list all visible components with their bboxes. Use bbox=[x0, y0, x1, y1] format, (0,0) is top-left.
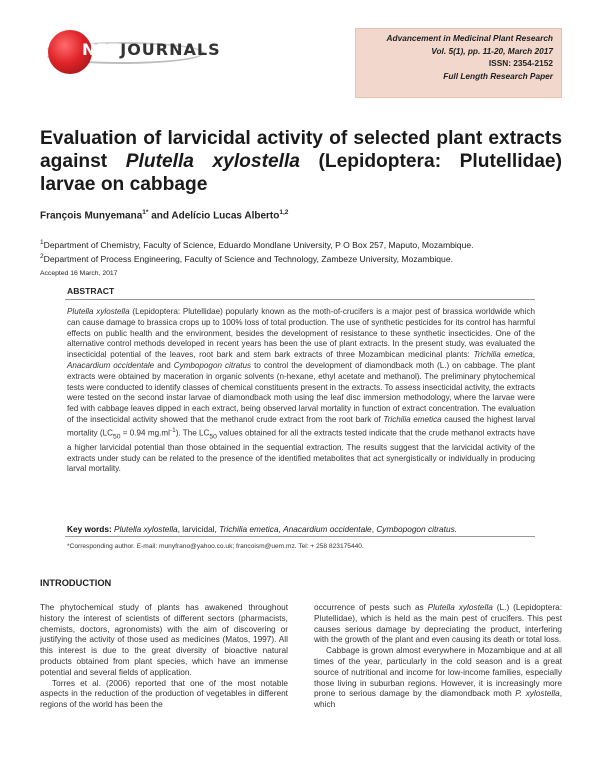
logo-text-net: NET bbox=[82, 40, 121, 59]
abstract-species-trichilia-2: Trichilia emetica bbox=[383, 414, 442, 424]
intro-column-2 bbox=[314, 602, 562, 710]
title-species: Plutella xylostella bbox=[125, 151, 300, 172]
keyword-sep-2: , bbox=[371, 524, 377, 534]
keyword-1: Plutella xylostella bbox=[114, 524, 178, 534]
intro-p4-species: P. xylostella bbox=[515, 688, 560, 699]
publisher-logo bbox=[40, 26, 221, 76]
intro-paragraph-3 bbox=[314, 602, 562, 645]
intro-p3-text-a: occurrence of pests such as bbox=[314, 602, 428, 612]
abstract-heading: ABSTRACT bbox=[67, 286, 115, 296]
abstract-body bbox=[67, 307, 535, 475]
abstract-text-5: ). The LC bbox=[175, 428, 210, 438]
journal-info-box bbox=[355, 28, 562, 98]
abstract-text-3: caused the highest larval mortality (LC bbox=[67, 414, 535, 438]
title-part1: Evaluation of larvicidal activity of selected plant extracts against bbox=[40, 128, 562, 172]
affiliations bbox=[40, 237, 474, 265]
keyword-7: Cymbopogon citratus. bbox=[376, 524, 458, 534]
affiliation-2-text: Department of Process Engineering, Faculty of Science and Technology, Zambeze University, Mozambique. bbox=[43, 253, 453, 264]
intro-paragraph-2: Torres et al. (2006) reported that one of the most notable aspects in the reduction of the production of vegetables in different regions of the world has been the bbox=[40, 677, 288, 710]
keywords bbox=[67, 524, 537, 534]
abstract-species-1: Plutella xylostella bbox=[67, 307, 130, 316]
abstract-species-trichilia: Trichilia emetica bbox=[473, 350, 533, 360]
affiliation-2-num: 2 bbox=[40, 252, 44, 260]
keyword-5: Anacardium occidentale bbox=[283, 524, 372, 534]
author-1-sup: 1* bbox=[142, 209, 149, 216]
intro-paragraph-1: The phytochemical study of plants has awakened throughout history the interest of scientists of different sectors (pharmacists, chemists, doctors, agronomists) with the aim of discovering or justifying the activity of those used as medicines (Matos, 1997). All this interest is due to the great diversity of bioactive natural products obtained from plant species, which have an immense potential and several fields of application. bbox=[40, 602, 288, 677]
abstract-species-anacardium: Anacardium occidentale bbox=[67, 360, 155, 370]
intro-column-1 bbox=[40, 602, 288, 710]
author-2-sup: 1,2 bbox=[279, 209, 289, 216]
affiliation-1-text: Department of Chemistry, Faculty of Science, Eduardo Mondlane University, P O Box 257, Maputo, Mozambique. bbox=[43, 239, 474, 250]
affiliation-1 bbox=[40, 237, 474, 251]
author-1: François Munyemana bbox=[40, 210, 143, 222]
corresponding-author: *Corresponding author. E-mail: munyfrano@yahoo.co.uk; francoism@uem.mz. Tel: + 258 823175440. bbox=[67, 543, 364, 550]
abstract-text-6: values obtained for all the extracts tested indicate that the crude methanol extracts have a higher larvicidal potential than those obtained in the sequential extraction. The results suggest that the larvicidal activity of the extracts under study can be related to the presence of the identified metabolites that act synergistically or individually in producing larval mortality. bbox=[67, 428, 535, 474]
intro-p3-species: Plutella xylostella bbox=[427, 602, 493, 612]
introduction-heading: INTRODUCTION bbox=[40, 578, 112, 588]
journal-issn: ISSN: 2354-2152 bbox=[488, 58, 553, 68]
accepted-date: Accepted 16 March, 2017 bbox=[40, 270, 118, 277]
abstract-text-4: = 0.94 mg.ml bbox=[120, 428, 170, 438]
abstract-divider bbox=[65, 299, 535, 300]
keywords-label: Key words: bbox=[67, 524, 115, 534]
intro-p4-text-b: , which bbox=[314, 688, 563, 710]
intro-p4-text-a: Cabbage is grown almost everywhere in Mozambique and at all times of the year, particularly in the cold season and is a great source of nutritional and income for low-income families, especially those living in suburban regions. However, it is increasingly more prone to serious damage by the diamondback moth bbox=[314, 645, 562, 699]
abstract-text-1: (Lepidoptera: Plutellidae) popularly known as the moth-of-crucifers is a major pest of brassica worldwide which can cause damage to brassica crops up to 100% loss of total production. The use of synthetic pesticides for its control has harmful effects on public health and the environment, besides the development of resistance to these synthetic insecticides. One of the alternative control methods developed in recent years has been the use of plant extracts. In the present study, was evaluated the insecticidal potential of the leaves, root bark and stem bark extracts of three Mozambican medicinal plants: bbox=[67, 307, 535, 360]
keyword-sep-1: , bbox=[278, 524, 284, 534]
logo-text-journals: JOURNALS bbox=[120, 40, 221, 59]
author-2: Adelício Lucas Alberto bbox=[171, 210, 280, 222]
author-line bbox=[40, 209, 288, 221]
author-and: and bbox=[148, 210, 172, 222]
affiliation-2 bbox=[40, 251, 474, 265]
paper-title bbox=[40, 127, 562, 196]
abstract-text-2: to control the development of diamondback moth (L.) on cabbage. The plant extracts were obtained by maceration in organic solvents (n-hexane, ethyl acetate and methanol). The preliminary phytochemical tests were conducted to identify classes of chemical constituents present in the extracts. To assess insecticidal activity, the extracts were tested on the second instar larvae of diamondback moth using the leaf disc immersion methodology, where the larvae were fed with cabbage leaves dipped in each extract, being observed larval mortality in function of extract concentration. The evaluation of the insecticidal activity showed that the methanol crude extract from the root bark of bbox=[67, 360, 536, 424]
paper-type: Full Length Research Paper bbox=[443, 70, 553, 81]
intro-paragraph-4 bbox=[314, 645, 562, 710]
title-part2: (Lepidoptera: Plutellidae) larvae on cabbage bbox=[40, 151, 562, 195]
abstract-species-cymbopogon: Cymbopogon citratus bbox=[173, 360, 252, 370]
abstract-sub-50b: 50 bbox=[209, 433, 217, 441]
intro-p3-text-b: (L.) (Lepidoptera: Plutellidae), which is held as the main pest of crucifers. This pest causes serious damage by depreciating the product, interfering with the growth of the plant and even causing its death or total loss. bbox=[314, 602, 563, 645]
abstract-sep-1: , bbox=[532, 350, 535, 360]
keyword-2: , larvicidal, bbox=[177, 524, 220, 534]
abstract-sub-50: 50 bbox=[112, 433, 121, 441]
journal-volume: Vol. 5(1), pp. 11-20, March 2017 bbox=[431, 45, 553, 56]
keywords-divider bbox=[65, 536, 535, 537]
affiliation-1-num: 1 bbox=[40, 239, 44, 246]
journal-name: Advancement in Medicinal Plant Research bbox=[386, 33, 553, 43]
keyword-3: Trichilia emetica bbox=[219, 524, 279, 534]
abstract-sup-minus1: -1 bbox=[169, 426, 176, 434]
abstract-sep-2: and bbox=[154, 360, 174, 370]
logo-text bbox=[82, 40, 221, 59]
